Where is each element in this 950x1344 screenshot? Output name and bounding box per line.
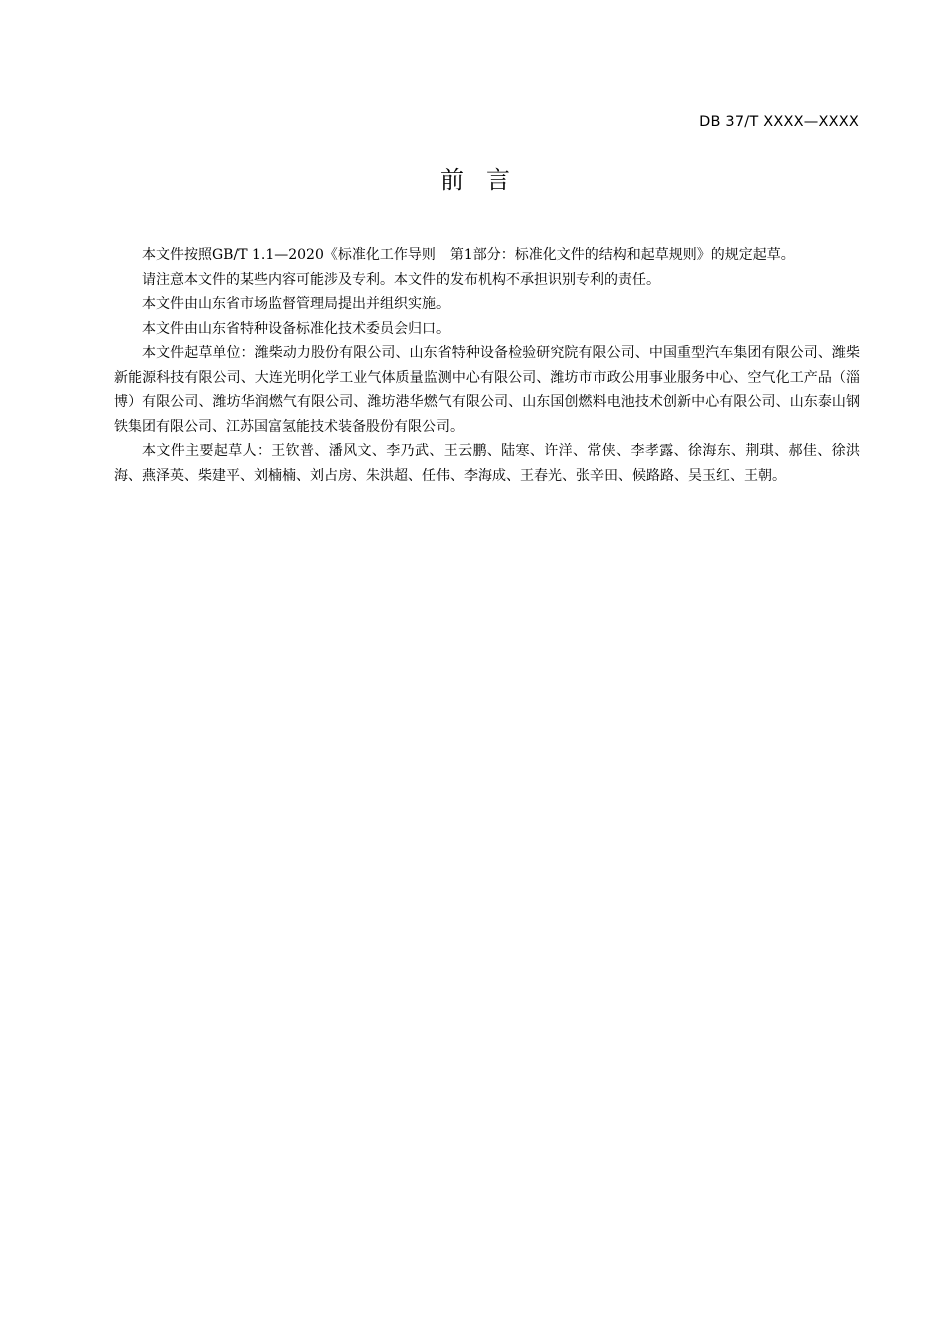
document-code: DB 37/T XXXX—XXXX: [699, 114, 859, 130]
foreword-body: [114, 243, 860, 488]
paragraph-proposer: 本文件由山东省市场监督管理局提出并组织实施。: [142, 296, 450, 312]
paragraph-drafters: 本文件主要起草人：王钦普、潘风文、李乃武、王云鹏、陆寒、许洋、常侠、李孝露、徐海东、荆琪、郝佳、徐洪海、燕泽英、柴建平、刘楠楠、刘占房、朱洪超、任伟、李海成、王春光、张辛田、候路路、吴玉红、王朝。: [114, 443, 860, 484]
page-title: 前言: [440, 166, 532, 194]
paragraph-drafting-rules: 本文件按照GB/T 1.1—2020《标准化工作导则 第1部分：标准化文件的结构和起草规则》的规定起草。: [142, 247, 795, 263]
paragraph-patent-notice: 请注意本文件的某些内容可能涉及专利。本文件的发布机构不承担识别专利的责任。: [142, 271, 660, 288]
paragraph-drafting-units: 本文件起草单位：潍柴动力股份有限公司、山东省特种设备检验研究院有限公司、中国重型汽车集团有限公司、潍柴新能源科技有限公司、大连光明化学工业气体质量监测中心有限公司、潍坊市市政公用事业服务中心、空气化工产品（淄博）有限公司、潍坊华润燃气有限公司、潍坊港华燃气有限公司、山东国创燃料电池技术创新中心有限公司、山东泰山钢铁集团有限公司、江苏国富氢能技术装备股份有限公司。: [114, 345, 860, 435]
paragraph-committee: 本文件由山东省特种设备标准化技术委员会归口。: [142, 320, 450, 337]
